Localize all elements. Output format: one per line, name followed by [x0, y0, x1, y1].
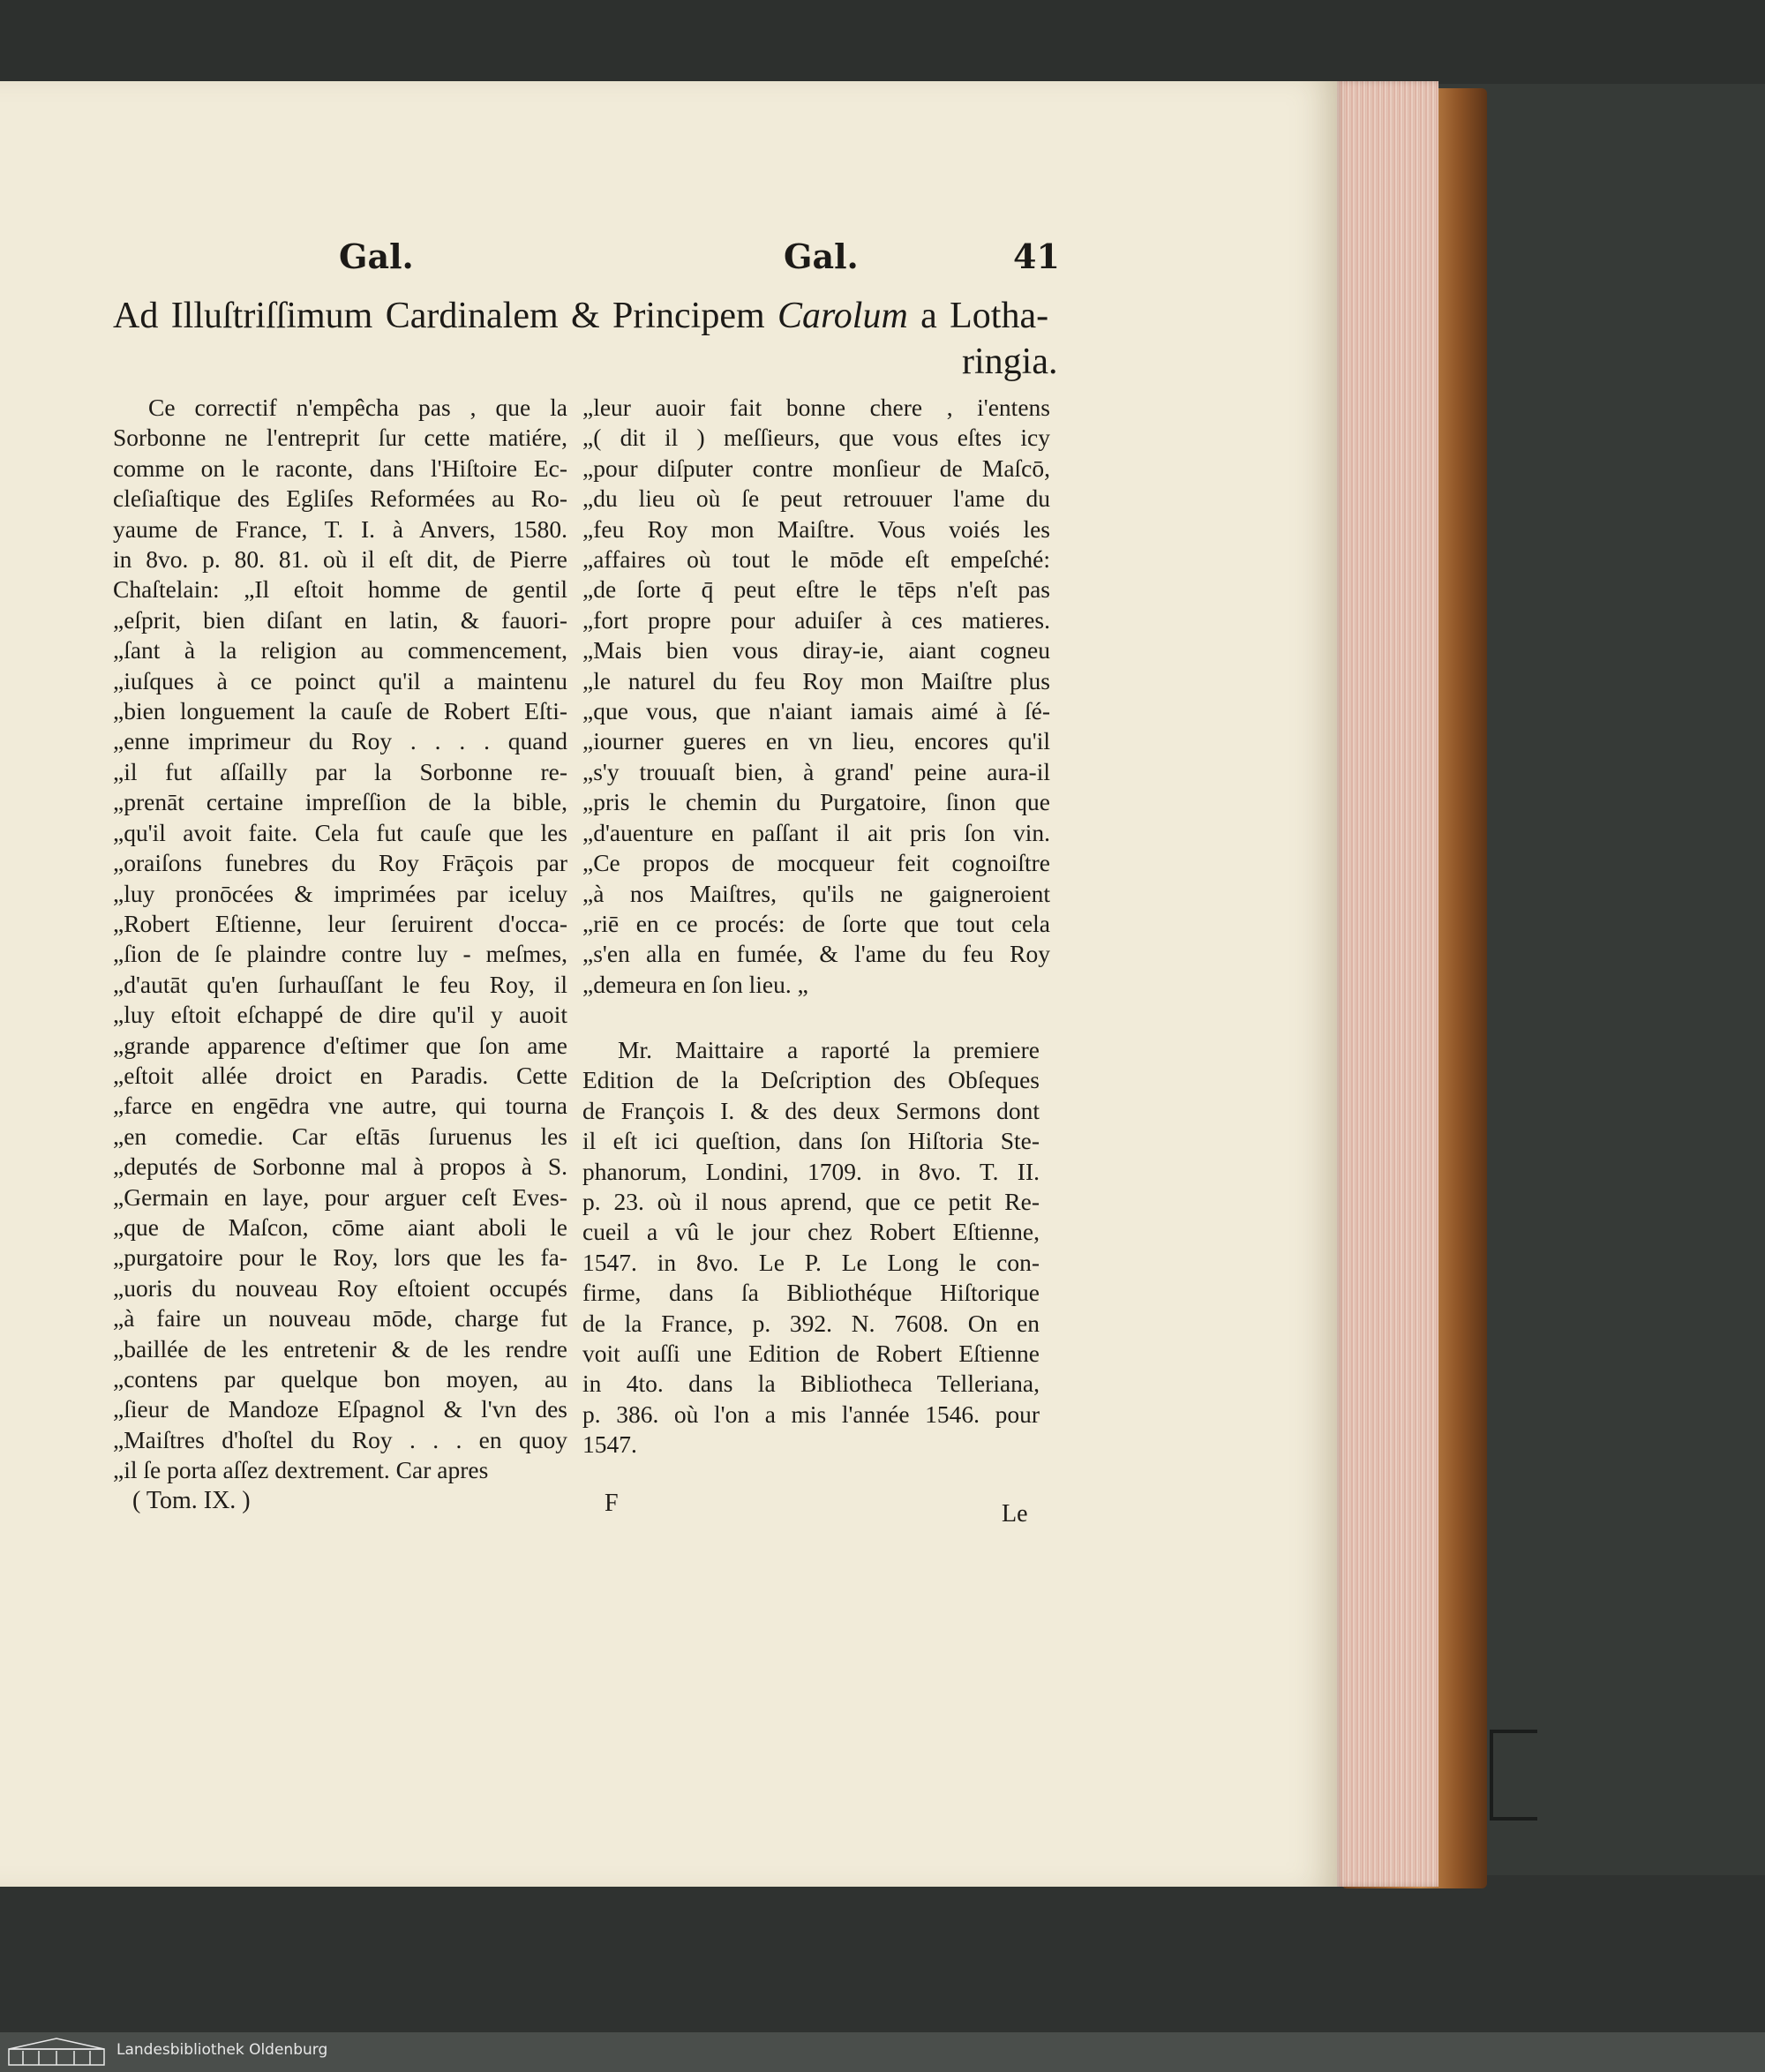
title-word-italic: Carolum [777, 296, 908, 336]
text-line: „du lieu où ſe peut retrouuer l'ame du [582, 484, 1050, 513]
book-page-edges [1334, 81, 1438, 1887]
text-line: „à nos Maiſtres, qu'ils ne gaigneroient [582, 879, 1050, 907]
text-line: „que de Maſcon, cōme aiant aboli le [113, 1212, 567, 1241]
text-line: Mr. Maittaire a raporté la premiere [618, 1036, 1040, 1063]
title-word: Illuſtriſſimum [170, 296, 373, 336]
catchword: Le [1002, 1500, 1028, 1528]
running-head-center: Gal. [784, 236, 859, 276]
page-number: 41 [1013, 236, 1060, 276]
scan-top-dark-area [0, 0, 1765, 84]
text-line: „à faire un nouveau mōde, charge fut [113, 1304, 567, 1333]
text-line: „baillée de les entretenir & de les rendre [113, 1334, 567, 1363]
text-line: „s'en alla en fumée, & l'ame du feu Roy [582, 940, 1050, 968]
text-line: „Mais bien vous diray-ie, aiant cogneu [582, 636, 1050, 664]
text-line: phanorum, Londini, 1709. in 8vo. T. II. [582, 1157, 1040, 1185]
text-line: „affaires où tout le mōde eſt empeſché: [582, 545, 1050, 574]
text-line: „eſprit, bien diſant en latin, & fauori- [113, 605, 567, 634]
text-line: „leur auoir fait bonne chere , i'entens [582, 394, 1050, 421]
title-word: Lotha- [950, 296, 1049, 336]
section-title [113, 294, 1048, 338]
title-word: Ad [113, 296, 159, 336]
text-line: „grande apparence d'eſtimer que ſon ame [113, 1031, 567, 1059]
text-line: „luy eſtoit eſchappé de dire qu'il y auoit [113, 1001, 567, 1029]
text-line: „prenāt certaine impreſſion de la bible, [113, 788, 567, 816]
text-line: „uoris du nouveau Roy eſtoient occupés [113, 1273, 567, 1302]
section-title-continuation: ringia. [962, 342, 1058, 382]
text-line: „feu Roy mon Maiſtre. Vous voiés les [582, 514, 1050, 543]
text-line: „Ce propos de mocqueur feit cognoiſtre [582, 849, 1050, 877]
text-line: „eſtoit allée droict en Paradis. Cette [113, 1061, 567, 1089]
right-text-paragraph-2 [582, 1035, 1040, 1460]
title-word: a [920, 296, 937, 336]
text-line: „d'auenture en paſſant il ait pris ſon vin. [582, 818, 1050, 846]
text-line: p. 23. où il nous aprend, que ce petit Re- [582, 1188, 1040, 1216]
text-line: comme on le raconte, dans l'Hiſtoire Ec- [113, 454, 567, 482]
text-line: „que vous, que n'aiant iamais aimé à ſé- [582, 697, 1050, 725]
text-line: in 8vo. p. 80. 81. où il eſt dit, de Pierre [113, 545, 567, 574]
text-line: „Germain en laye, pour arguer ceſt Eves- [113, 1182, 567, 1211]
library-name: Landesbibliothek Oldenburg [116, 2041, 328, 2059]
title-word: & [570, 296, 600, 336]
title-word: Cardinalem [385, 296, 559, 336]
text-line: cueil a vû le jour chez Robert Eſtienne, [582, 1218, 1040, 1246]
text-line: il eſt ici queſtion, dans ſon Hiſtoria Ste- [582, 1127, 1040, 1155]
text-line: „riē en ce procés: de ſorte que tout cela [582, 909, 1050, 937]
text-line: Chaſtelain: „Il eſtoit homme de gentil [113, 575, 567, 604]
text-line: „s'y trouuaſt bien, à grand' peine aura-il [582, 757, 1050, 785]
text-line: de la France, p. 392. N. 7608. On en [582, 1309, 1040, 1337]
running-head-left: Gal. [339, 236, 414, 276]
text-line: Edition de la Deſcription des Obſeques [582, 1066, 1040, 1094]
text-line: „fort propre pour aduiſer à ces matieres. [582, 605, 1050, 634]
text-line: „Robert Eſtienne, leur ſeruirent d'occa- [113, 909, 567, 937]
text-line: „farce en engēdra vne autre, qui tourna [113, 1092, 567, 1120]
text-line: „luy pronōcées & imprimées par iceluy [113, 879, 567, 907]
text-line: „le naturel du feu Roy mon Maiſtre plus [582, 666, 1050, 694]
text-line: firme, dans ſa Bibliothéque Hiſtorique [582, 1279, 1040, 1307]
text-line: „il fut aſſailly par la Sorbonne re- [113, 757, 567, 785]
text-line: „pris le chemin du Purgatoire, ſinon que [582, 788, 1050, 816]
scan-bottom-dark-area [0, 1875, 1765, 2032]
text-line: voit auſſi une Edition de Robert Eſtienne [582, 1340, 1040, 1368]
text-line: „bien longuement la cauſe de Robert Eſti- [113, 697, 567, 725]
text-line: „oraiſons funebres du Roy Frāçois par [113, 849, 567, 877]
text-line: „d'autāt qu'en ſurhauſſant le feu Roy, il [113, 970, 567, 998]
text-line: „iourner gueres en vn lieu, encores qu'il [582, 727, 1050, 755]
volume-label: ( Tom. IX. ) [132, 1487, 251, 1514]
signature-mark: F [605, 1490, 619, 1517]
text-line: „iuſques à ce poinct qu'il a maintenu [113, 666, 567, 694]
text-line: „( dit il ) meſſieurs, que vous eſtes icy [582, 424, 1050, 452]
text-line: „il ſe porta aſſez dextrement. Car apres [113, 1456, 489, 1484]
text-line: de François I. & des deux Sermons dont [582, 1096, 1040, 1124]
text-line: Sorbonne ne l'entreprit ſur cette matiére, [113, 424, 567, 452]
text-line: Ce correctif n'empêcha pas , que la [148, 394, 567, 421]
text-line: „demeura en ſon lieu. „ [582, 970, 808, 998]
text-line: p. 386. où l'on a mis l'année 1546. pour [582, 1400, 1040, 1428]
text-line: in 4to. dans la Bibliotheca Telleriana, [582, 1370, 1040, 1398]
text-line: 1547. in 8vo. Le P. Le Long le con- [582, 1248, 1040, 1276]
text-line: yaume de France, T. I. à Anvers, 1580. [113, 514, 567, 543]
text-line: „purgatoire pour le Roy, lors que les fa- [113, 1243, 567, 1272]
text-line: „ſant à la religion au commencement, [113, 636, 567, 664]
text-line: 1547. [582, 1430, 637, 1459]
text-line: „en comedie. Car eſtās ſuruenus les [113, 1122, 567, 1150]
title-word: Principem [612, 296, 765, 336]
text-line: „pour diſputer contre monſieur de Maſcō, [582, 454, 1050, 482]
bookmark-ribbon-icon [1490, 1730, 1537, 1821]
text-line: „deputés de Sorbonne mal à propos à S. [113, 1152, 567, 1181]
text-line: „enne imprimeur du Roy . . . . quand [113, 727, 567, 755]
left-text-column [113, 393, 567, 1486]
text-line: „contens par quelque bon moyen, au [113, 1365, 567, 1393]
text-line: „qu'il avoit faite. Cela fut cauſe que les [113, 818, 567, 846]
library-building-icon [7, 2037, 106, 2067]
text-line: cleſiaſtique des Egliſes Reformées au Ro- [113, 484, 567, 513]
text-line: „Maiſtres d'hoſtel du Roy . . . en quoy [113, 1425, 567, 1453]
text-line: „ſion de ſe plaindre contre luy - meſmes, [113, 940, 567, 968]
right-text-column [582, 393, 1050, 1000]
text-line: „de ſorte q̄ peut eſtre le tēps n'eſt pas [582, 575, 1050, 604]
text-line: „ſieur de Mandoze Eſpagnol & l'vn des [113, 1395, 567, 1423]
